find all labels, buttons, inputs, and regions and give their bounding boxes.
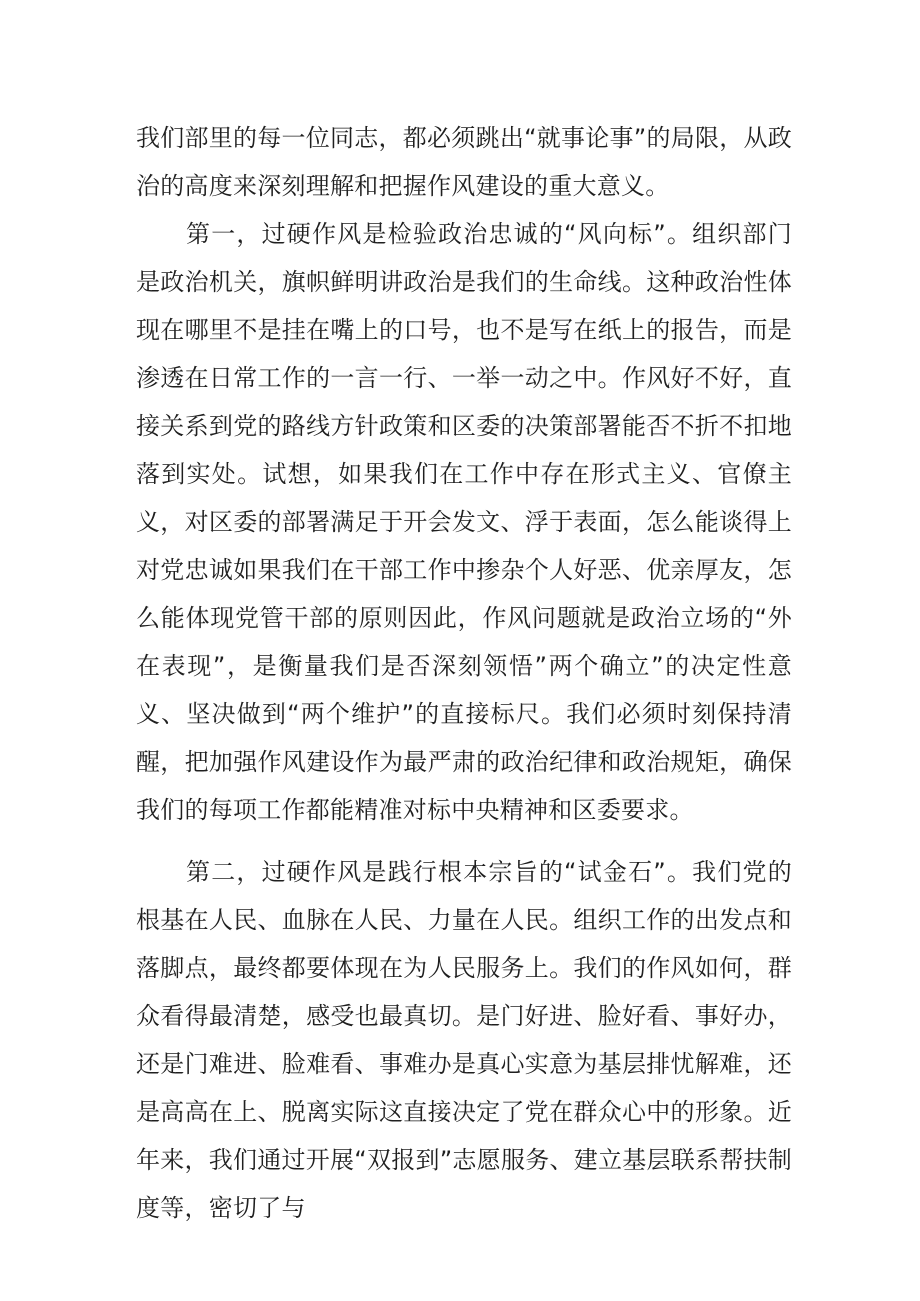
paragraph-intro-continuation: 我们部里的每一位同志，都必须跳出“就事论事”的局限，从政治的高度来深刻理解和把握作风建设的重大意义。 — [136, 124, 792, 200]
paragraph-second-point: 第二，过硬作风是践行根本宗旨的“试金石”。我们党的根基在人民、血脉在人民、力量在人民。组织工作的出发点和落脚点，最终都要体现在为人民服务上。我们的作风如何，群众看得最清楚，感受也最真切。是门好进、脸好看、事好办，还是门难进、脸难看、事难办是真心实意为基层排忧解难，还是高高在上、脱离实际这直接决定了党在群众心中的形象。近年来，我们通过开展“双报到”志愿服务、建立基层联系帮扶制度等，密切了与 — [136, 858, 792, 1222]
paragraph-first-point: 第一，过硬作风是检验政治忠诚的“风向标”。组织部门是政治机关，旗帜鲜明讲政治是我们的生命线。这种政治性体现在哪里不是挂在嘴上的口号，也不是写在纸上的报告，而是渗透在日常工作的一言一行、一举一动之中。作风好不好，直接关系到党的路线方针政策和区委的决策部署能否不折不扣地落到实处。试想，如果我们在工作中存在形式主义、官僚主义，对区委的部署满足于开会发文、浮于表面，怎么能谈得上对党忠诚如果我们在干部工作中掺杂个人好恶、优亲厚友，怎么能体现党管干部的原则因此，作风问题就是政治立场的“外在表现”，是衡量我们是否深刻领悟”两个确立”的决定性意义、坚决做到“两个维护”的直接标尺。我们必须时刻保持清醒，把加强作风建设作为最严肃的政治纪律和政治规矩，确保我们的每项工作都能精准对标中央精神和区委要求。 — [136, 220, 792, 824]
document-body — [136, 114, 792, 1232]
